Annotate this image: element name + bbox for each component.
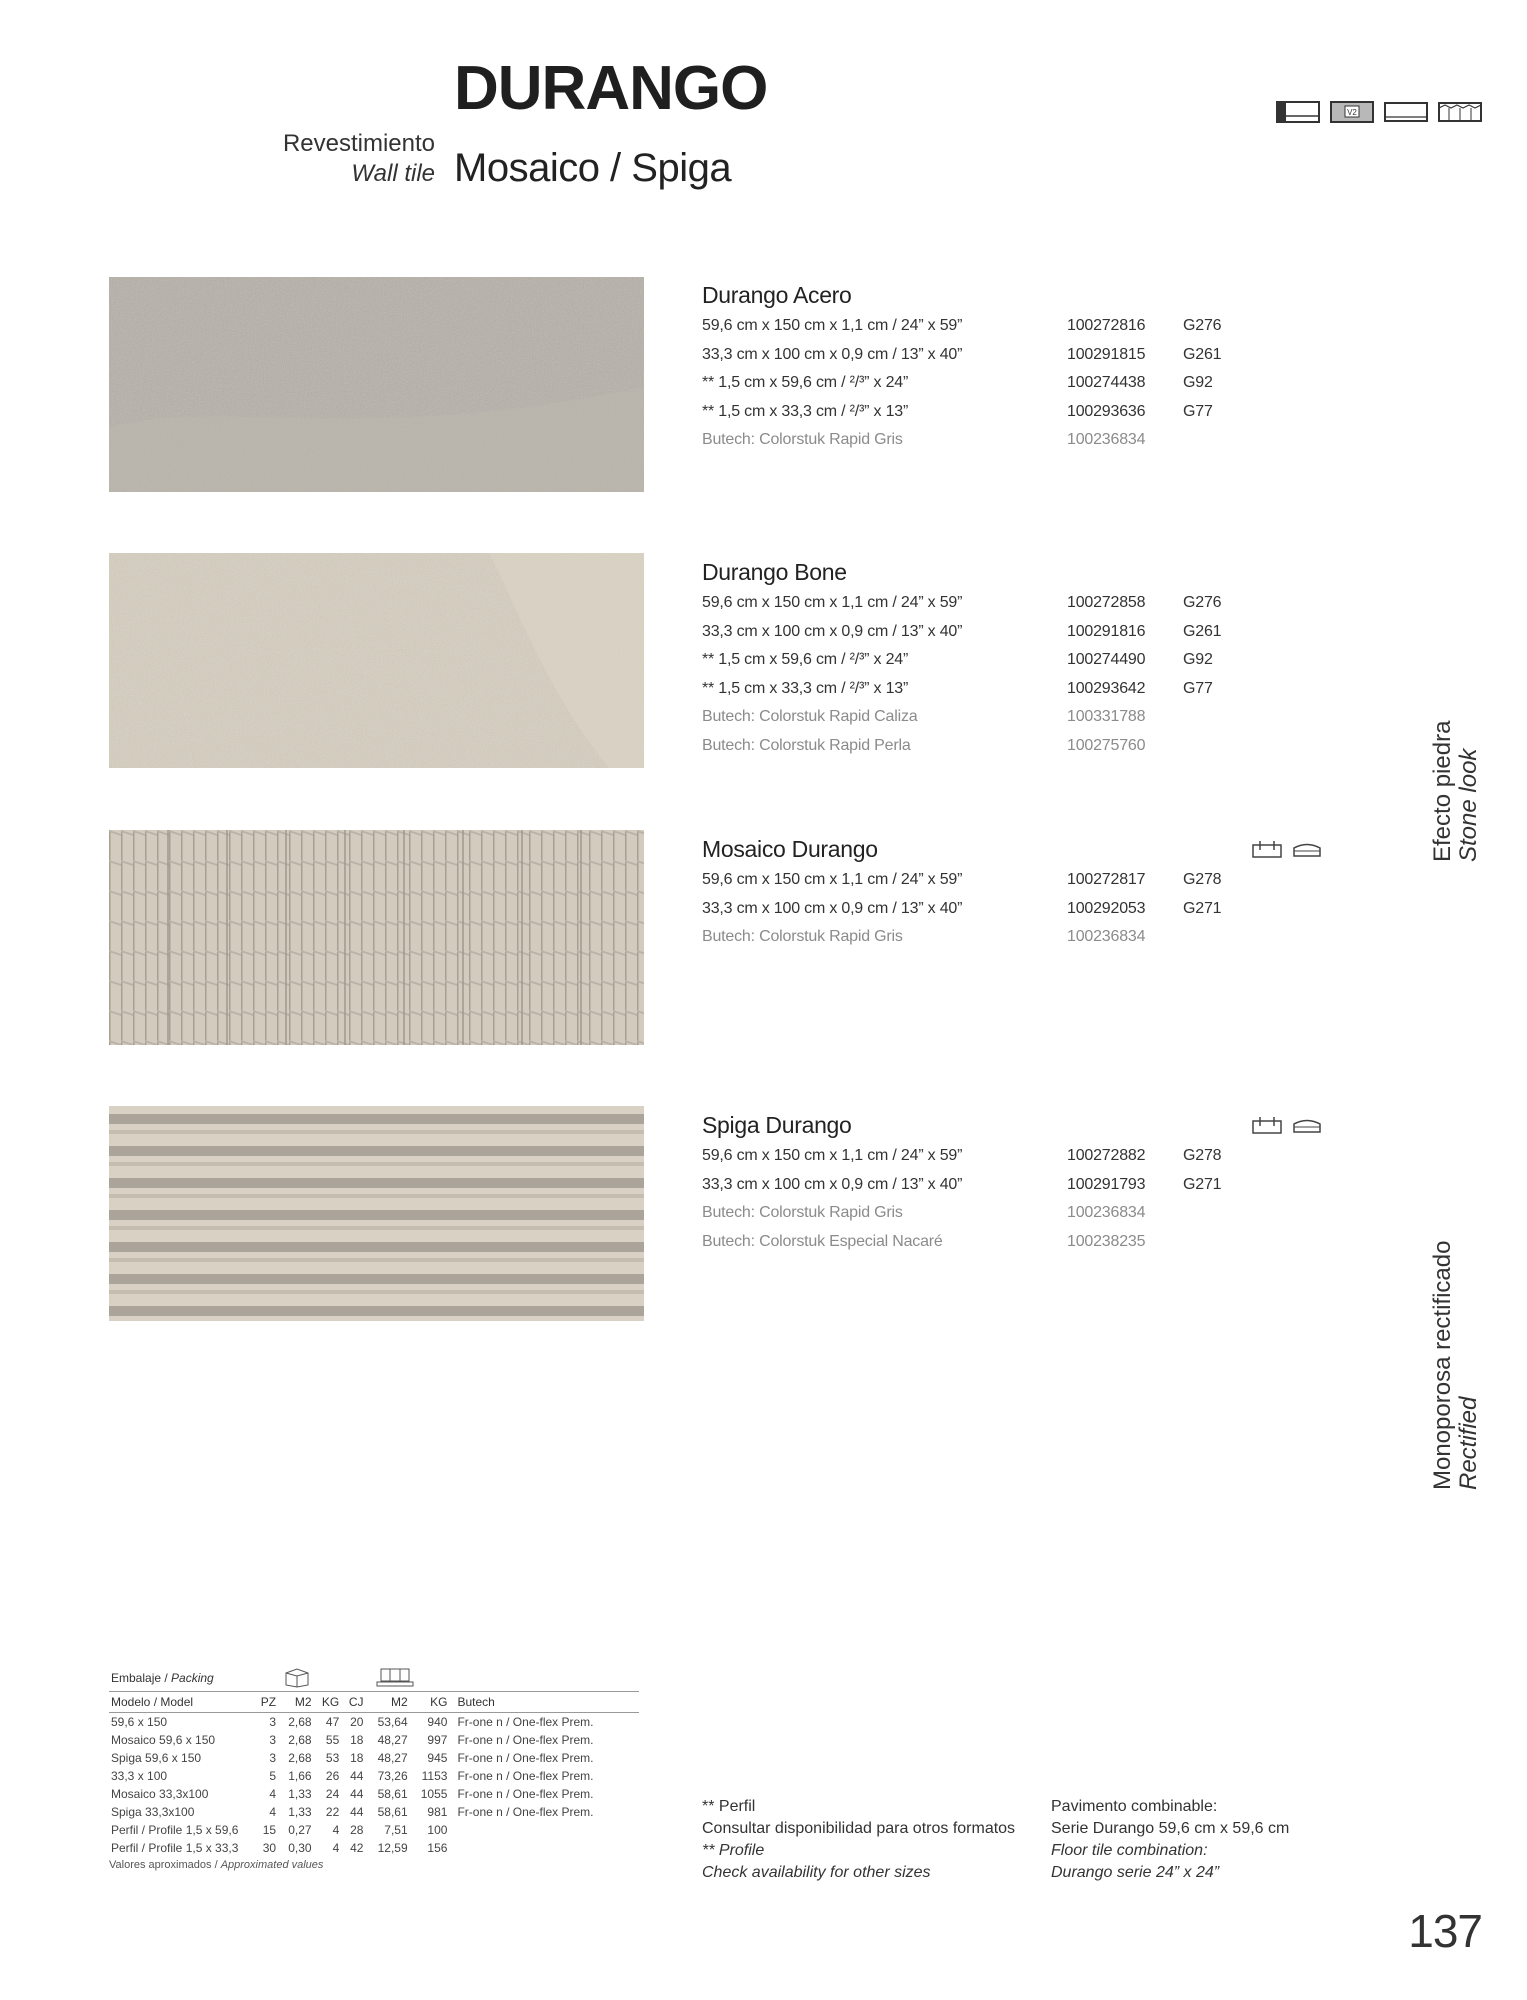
packing-cell: 5: [269, 1769, 277, 1783]
col-cj: CJ: [341, 1692, 365, 1713]
grout-name: Butech: Colorstuk Rapid Perla: [702, 736, 911, 754]
packing-cell: 4: [269, 1787, 277, 1801]
product-spiga-durango: [702, 1108, 1322, 1256]
code: 100272882: [1067, 1147, 1146, 1164]
format: 59,6 cm x 150 cm x 1,1 cm / 24” x 59”: [702, 871, 963, 888]
grout-code: 100236834: [1067, 928, 1146, 945]
grout-row: [702, 703, 1322, 732]
col-model: Modelo / Model: [109, 1692, 253, 1713]
packing-title-es: Embalaje /: [111, 1671, 172, 1685]
packing-cell: 0,27: [288, 1823, 312, 1837]
packing-row: [109, 1839, 639, 1857]
packing-cell: 997: [427, 1733, 448, 1747]
packing-cell: 47: [325, 1715, 340, 1729]
category-label-en: Wall tile: [351, 160, 435, 187]
packing-cell: 4: [269, 1805, 277, 1819]
packing-cell: Fr-one n / One-flex Prem.: [457, 1769, 594, 1783]
profile-note: [702, 1796, 1015, 1884]
group: G77: [1183, 679, 1213, 697]
side-label-body: [1430, 1241, 1483, 1490]
spec-row: [702, 398, 1322, 427]
format: 59,6 cm x 150 cm x 1,1 cm / 24” x 59”: [702, 317, 963, 334]
spec-row: [702, 866, 1322, 895]
side-label-body-es: Monoporosa rectificado: [1429, 1240, 1456, 1490]
packing-cell: 73,26: [377, 1769, 408, 1783]
packing-cell: 53,64: [377, 1715, 408, 1729]
packing-cell: 940: [427, 1715, 448, 1729]
packing-row: [109, 1785, 639, 1803]
spec-row: [702, 1142, 1322, 1171]
group: G271: [1183, 899, 1222, 917]
grout-name: Butech: Colorstuk Rapid Gris: [702, 1204, 903, 1221]
profile-note-desc-es: Consultar disponibilidad para otros formatos: [702, 1820, 1016, 1837]
code: 100293636: [1067, 402, 1146, 420]
packing-cell: 24: [325, 1787, 340, 1801]
packing-note-en: Approximated values: [220, 1859, 324, 1871]
side-label-look-en: Stone look: [1455, 748, 1483, 862]
spec-row: [702, 618, 1322, 647]
group: G278: [1183, 871, 1222, 888]
tile-image-spiga-durango: [109, 1106, 644, 1321]
profile-note-title-en: ** Profile: [702, 1842, 765, 1859]
packing-cell: 2,68: [288, 1751, 312, 1765]
spec-row: [702, 895, 1322, 924]
format: ** 1,5 cm x 59,6 cm / ²/³” x 24”: [702, 374, 909, 391]
packing-cell: 1055: [420, 1787, 448, 1801]
packing-cell: 981: [427, 1805, 448, 1819]
product-icons: [1252, 1116, 1322, 1134]
side-label-body-en: Rectified: [1455, 1396, 1483, 1490]
profile-note-desc-en: Check availability for other sizes: [702, 1864, 931, 1881]
packing-cell: 58,61: [377, 1805, 408, 1819]
packing-cell: 4: [332, 1841, 340, 1855]
format: 33,3 cm x 100 cm x 0,9 cm / 13” x 40”: [702, 622, 963, 640]
code: 100272816: [1067, 317, 1146, 334]
packing-cell: 44: [350, 1805, 364, 1819]
tile-image-durango-bone: [109, 553, 644, 768]
group: G92: [1183, 374, 1213, 391]
packing-cell: 1,33: [288, 1787, 312, 1801]
packing-cell: 15: [262, 1823, 277, 1837]
packing-cell: Fr-one n / One-flex Prem.: [457, 1805, 594, 1819]
code: 100274438: [1067, 374, 1146, 391]
page-number: 137: [1408, 1905, 1482, 1957]
packing-cell: 1,33: [288, 1805, 312, 1819]
packing-cell: 59,6 x 150: [111, 1715, 168, 1729]
grout-name: Butech: Colorstuk Rapid Gris: [702, 431, 903, 448]
bathroom-use-icon: [1292, 1116, 1322, 1134]
packing-cell: 33,3 x 100: [111, 1769, 168, 1783]
packing-note: [109, 1859, 639, 1871]
side-label-look-es: Efecto piedra: [1429, 720, 1456, 862]
tile-image-mosaico-durango: [109, 830, 644, 1045]
grout-code: 100236834: [1067, 1204, 1146, 1221]
packing-cell: 42: [350, 1841, 364, 1855]
packing-cell: Spiga 59,6 x 150: [111, 1751, 202, 1765]
format-rectified-icon: [1276, 100, 1320, 124]
packing-cell: Spiga 33,3x100: [111, 1805, 195, 1819]
grout-row: [702, 426, 1322, 455]
bathroom-use-icon: [1292, 840, 1322, 858]
code: 100272858: [1067, 594, 1146, 611]
side-label-look: [1430, 721, 1483, 862]
packing-cell: Perfil / Profile 1,5 x 59,6: [111, 1823, 239, 1837]
packing-cell: 3: [269, 1715, 277, 1729]
profile-note-title-es: ** Perfil: [702, 1798, 756, 1815]
col-kg: KG: [314, 1692, 342, 1713]
packing-cell: 156: [427, 1841, 448, 1855]
format: ** 1,5 cm x 33,3 cm / ²/³” x 13”: [702, 402, 909, 420]
packing-note-es: Valores aproximados /: [109, 1859, 221, 1871]
floor-note-desc-en: Durango serie 24” x 24”: [1051, 1864, 1220, 1881]
product-name: Spiga Durango: [702, 1112, 852, 1138]
packing-cell: 12,59: [377, 1841, 408, 1855]
format: 59,6 cm x 150 cm x 1,1 cm / 24” x 59”: [702, 594, 963, 611]
grout-row: [702, 1199, 1322, 1228]
packing-table: [109, 1665, 639, 1871]
packing-title-en: Packing: [171, 1671, 214, 1685]
grout-name: Butech: Colorstuk Rapid Caliza: [702, 708, 918, 725]
code: 100291816: [1067, 622, 1146, 640]
floor-note-title-en: Floor tile combination:: [1051, 1842, 1208, 1859]
group: G276: [1183, 594, 1222, 611]
product-name: Mosaico Durango: [702, 836, 878, 862]
v2-variation-icon: [1330, 100, 1374, 124]
packing-cell: 3: [269, 1733, 277, 1747]
packing-cell: 100: [427, 1823, 448, 1837]
grout-name: Butech: Colorstuk Especial Nacaré: [702, 1232, 943, 1250]
spec-row: [702, 589, 1322, 618]
grout-code: 100238235: [1067, 1232, 1146, 1250]
packing-cell: 20: [350, 1715, 364, 1729]
floor-note-title-es: Pavimento combinable:: [1051, 1798, 1218, 1815]
thin-slab-icon: [1384, 100, 1428, 124]
packing-cell: 18: [350, 1751, 364, 1765]
packing-cell: 18: [350, 1733, 364, 1747]
packing-cell: 30: [262, 1841, 277, 1855]
mosaic-relief-icon: [1438, 100, 1482, 124]
packing-row: [109, 1767, 639, 1785]
packing-cell: Perfil / Profile 1,5 x 33,3: [111, 1841, 239, 1855]
packing-row: [109, 1821, 639, 1839]
relief-texture-icon: [1252, 1116, 1282, 1134]
code: 100291815: [1067, 345, 1146, 363]
grout-row: [702, 1228, 1322, 1257]
group: G77: [1183, 402, 1213, 420]
packing-cell: [449, 1821, 639, 1839]
packing-row: [109, 1749, 639, 1767]
product-durango-acero: [702, 278, 1322, 455]
group: G261: [1183, 622, 1222, 640]
floor-combination-note: [1051, 1796, 1289, 1884]
packing-cell: 48,27: [377, 1733, 408, 1747]
col-kg-pallet: KG: [410, 1692, 450, 1713]
format: 59,6 cm x 150 cm x 1,1 cm / 24” x 59”: [702, 1147, 963, 1164]
grout-row: [702, 732, 1322, 761]
format: 33,3 cm x 100 cm x 0,9 cm / 13” x 40”: [702, 345, 963, 363]
product-mosaico-durango: [702, 832, 1322, 952]
grout-row: [702, 923, 1322, 952]
packing-cell: 28: [350, 1823, 364, 1837]
product-name: Durango Bone: [702, 559, 847, 585]
packing-cell: Fr-one n / One-flex Prem.: [457, 1715, 594, 1729]
code: 100293642: [1067, 679, 1146, 697]
spec-row: [702, 675, 1322, 704]
spec-row: [702, 1171, 1322, 1200]
format: 33,3 cm x 100 cm x 0,9 cm / 13” x 40”: [702, 1175, 963, 1193]
spec-row: [702, 646, 1322, 675]
feature-icons: [1276, 100, 1482, 124]
packing-cell: 4: [332, 1823, 340, 1837]
packing-cell: 0,30: [288, 1841, 312, 1855]
col-m2: M2: [278, 1692, 313, 1713]
category-label-es: Revestimiento: [282, 130, 435, 157]
packing-cell: 945: [427, 1751, 448, 1765]
code: 100291793: [1067, 1175, 1146, 1193]
spec-row: [702, 312, 1322, 341]
svg-text:V2: V2: [1347, 108, 1357, 117]
grout-code: 100331788: [1067, 708, 1146, 725]
spec-row: [702, 369, 1322, 398]
packing-row: [109, 1713, 639, 1732]
packing-cell: 48,27: [377, 1751, 408, 1765]
packing-cell: Mosaico 59,6 x 150: [111, 1733, 216, 1747]
group: G92: [1183, 651, 1213, 668]
grout-code: 100275760: [1067, 736, 1146, 754]
product-durango-bone: [702, 555, 1322, 760]
packing-cell: Fr-one n / One-flex Prem.: [457, 1751, 594, 1765]
grout-name: Butech: Colorstuk Rapid Gris: [702, 928, 903, 945]
packing-cell: 22: [325, 1805, 340, 1819]
page-subtitle: Mosaico / Spiga: [454, 146, 732, 190]
page-title: DURANGO: [454, 54, 768, 123]
code: 100292053: [1067, 899, 1146, 917]
pallet-icon: [373, 1666, 417, 1688]
format: 33,3 cm x 100 cm x 0,9 cm / 13” x 40”: [702, 899, 963, 917]
group: G278: [1183, 1147, 1222, 1164]
group: G276: [1183, 317, 1222, 334]
code: 100272817: [1067, 871, 1146, 888]
tile-image-durango-acero: [109, 277, 644, 492]
packing-cell: 44: [350, 1787, 364, 1801]
group: G261: [1183, 345, 1222, 363]
packing-cell: [449, 1839, 639, 1857]
packing-cell: 58,61: [377, 1787, 408, 1801]
relief-texture-icon: [1252, 840, 1282, 858]
packing-cell: Mosaico 33,3x100: [111, 1787, 209, 1801]
packing-cell: Fr-one n / One-flex Prem.: [457, 1733, 594, 1747]
packing-cell: 7,51: [384, 1823, 408, 1837]
col-pz: PZ: [253, 1692, 278, 1713]
packing-cell: Fr-one n / One-flex Prem.: [457, 1787, 594, 1801]
box-icon: [282, 1666, 312, 1688]
packing-row: [109, 1731, 639, 1749]
col-m2-pallet: M2: [365, 1692, 409, 1713]
packing-cell: 26: [325, 1769, 340, 1783]
packing-cell: 3: [269, 1751, 277, 1765]
packing-cell: 53: [325, 1751, 340, 1765]
format: ** 1,5 cm x 59,6 cm / ²/³” x 24”: [702, 651, 909, 668]
packing-row: [109, 1803, 639, 1821]
packing-cell: 2,68: [288, 1733, 312, 1747]
product-icons: [1252, 840, 1322, 858]
floor-note-desc-es: Serie Durango 59,6 cm x 59,6 cm: [1051, 1820, 1290, 1837]
group: G271: [1183, 1175, 1222, 1193]
spec-row: [702, 341, 1322, 370]
grout-code: 100236834: [1067, 431, 1146, 448]
packing-cell: 55: [325, 1733, 340, 1747]
packing-cell: 1,66: [288, 1769, 312, 1783]
packing-cell: 2,68: [288, 1715, 312, 1729]
col-butech: Butech: [449, 1692, 639, 1713]
format: ** 1,5 cm x 33,3 cm / ²/³” x 13”: [702, 679, 909, 697]
packing-cell: 1153: [421, 1769, 448, 1783]
packing-cell: 44: [350, 1769, 364, 1783]
code: 100274490: [1067, 651, 1146, 668]
product-name: Durango Acero: [702, 282, 852, 308]
